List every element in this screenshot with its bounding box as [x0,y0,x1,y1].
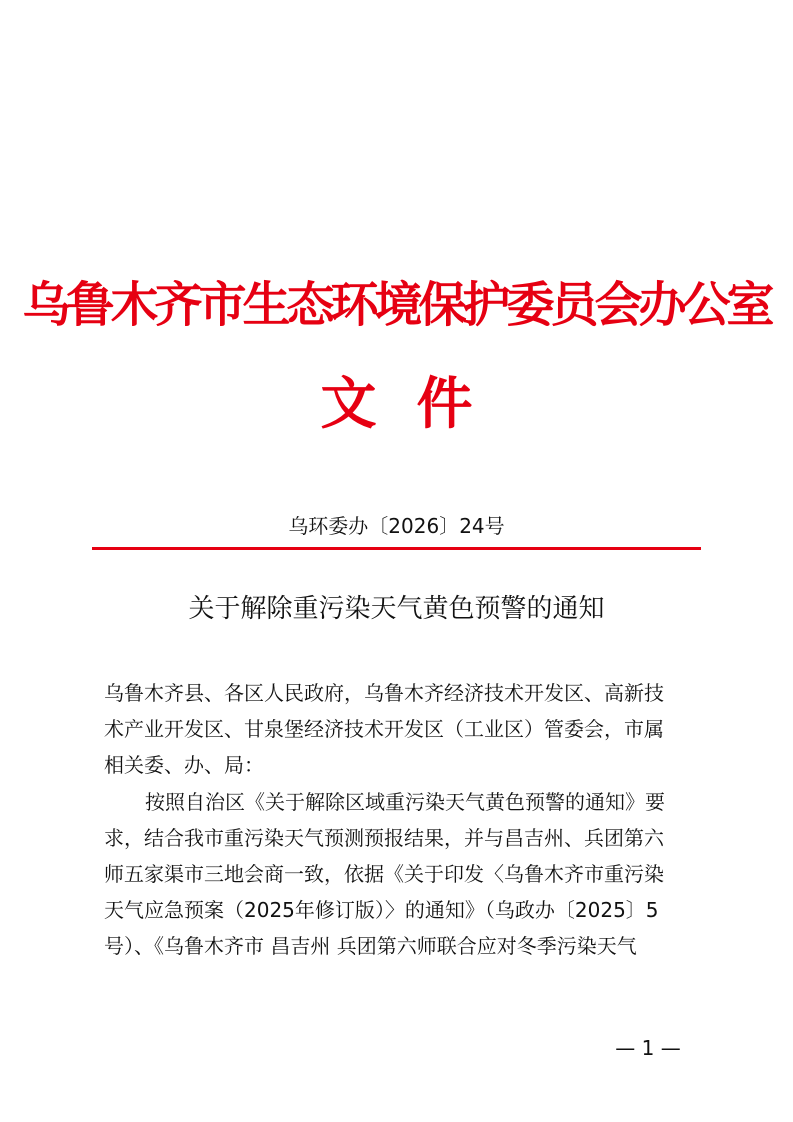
body-line: 师五家渠市三地会商一致，依据《关于印发〈乌鲁木齐市重污染 [104,861,664,886]
body-line: 相关委、办、局： [104,753,264,778]
body-line: 术产业开发区、甘泉堡经济技术开发区（工业区）管委会，市属 [104,717,664,742]
body-line: 号）、《乌鲁木齐市 昌吉州 兵团第六师联合应对冬季污染天气 [104,934,637,959]
page-number: — 1 — [615,1036,681,1060]
notice-title: 关于解除重污染天气黄色预警的通知 [188,594,605,624]
red-separator-line [92,547,701,550]
body-line: 按照自治区《关于解除区域重污染天气黄色预警的通知》要 [145,789,665,814]
notice-body [104,675,694,965]
body-line: 求，结合我市重污染天气预测预报结果，并与昌吉州、兵团第六 [104,825,664,850]
body-line: 乌鲁木齐县、各区人民政府，乌鲁木齐经济技术开发区、高新技 [104,681,664,705]
document-number: 乌环委办〔2026〕24号 [288,514,505,538]
document-label: 文件 [320,372,513,437]
issuing-organization-title: 乌鲁木齐市生态环境保护委员会办公室 [22,277,771,333]
body-line: 天气应急预案（2025年修订版）〉的通知》（乌政办〔2025〕5 [104,898,659,923]
